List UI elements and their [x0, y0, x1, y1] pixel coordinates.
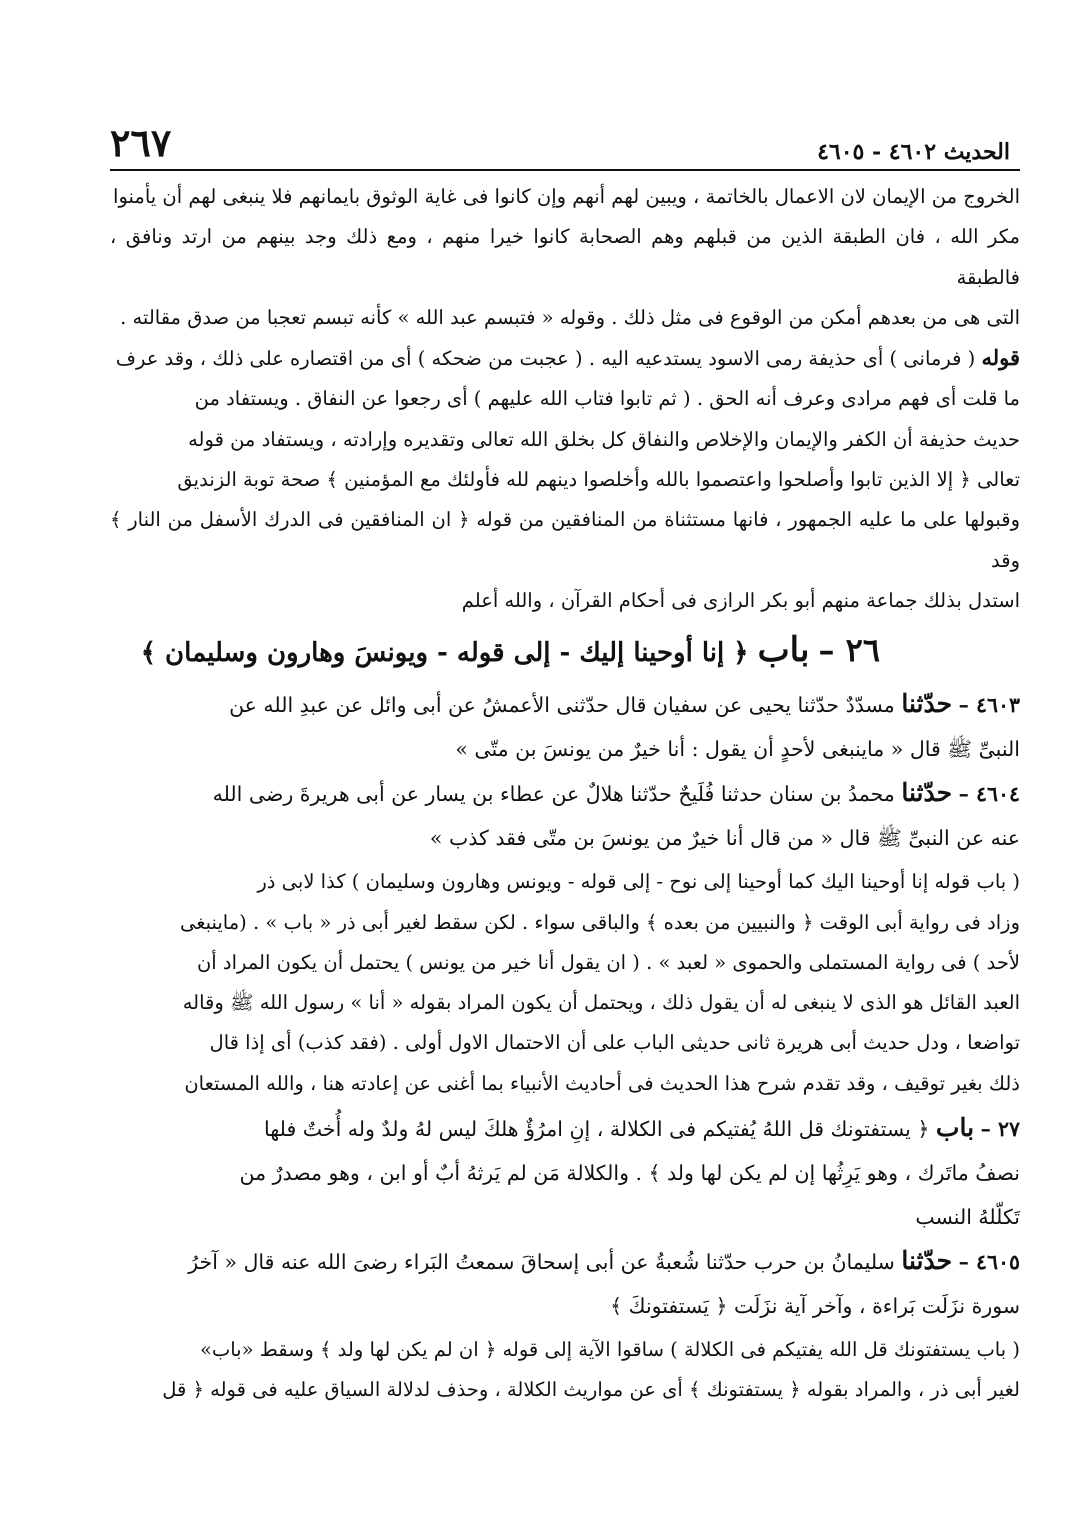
running-head: الحديث ٤٦٠٢ - ٤٦٠٥: [817, 139, 1010, 165]
commentary-line: حديث حذيفة أن الكفر والإيمان والإخلاص والنفاق كل بخلق الله تعالى وتقديره وإرادته ، ويستفاد من قوله: [188, 427, 1020, 451]
hadith-text: سليمانُ بن حرب حدّثنا شُعبةُ عن أبى إسحاقَ سمعتُ البَراء رضىَ الله عنه قال « آخرُ: [188, 1250, 895, 1275]
commentary-line: لأحد ) فى رواية المستملى والحموى « لعبد » . ( ان يقول أنا خير من يونس ) يحتمل أن يكون المراد أن: [196, 950, 1020, 974]
commentary-line: ما قلت أى فهم مرادى وعرف أنه الحق . ( ثم تابوا فتاب الله عليهم ) أى رجعوا عن النفاق . ويستفاد من: [194, 387, 1020, 411]
chapter-heading-27: [110, 1108, 1020, 1237]
bab-label: باب: [757, 630, 810, 671]
bab-label: باب: [935, 1113, 975, 1143]
commentary-block-3: [110, 1330, 1020, 1411]
hadith-number: ٤٦٠٣ –: [958, 693, 1020, 718]
hadith-line: [110, 1241, 1020, 1282]
chapter-title: ﴿ إنا أوحينا إليك - إلى قوله - ويونسَ وهارون وسليمان ﴾: [140, 638, 749, 669]
commentary-line: استدل بذلك جماعة منهم أبو بكر الرازى فى أحكام القرآن ، والله أعلم: [461, 588, 1020, 612]
commentary-block-1: [110, 177, 1020, 621]
haddatha-label: حدّثنا: [901, 1246, 953, 1276]
hadith-line: عنه عن النبىِّ ﷺ قال « من قال أنا خيرٌ من يونسَ بن متّى فقد كذب »: [429, 826, 1020, 851]
commentary-line: [110, 338, 1020, 379]
commentary-line: ( باب قوله إنا أوحينا اليك كما أوحينا إلى نوح - إلى قوله - ويونس وهارون وسليمان ) كذا لابى ذر: [257, 870, 1020, 894]
hadith-4605: [110, 1241, 1020, 1326]
commentary-line: الخروج من الإيمان لان الاعمال بالخاتمة ، ويبين لهم أنهم وإن كانوا فى غاية الوثوق بايمانهم فلا ينبغى لهم أن يأمنوا: [113, 185, 1020, 208]
chapter-line: تَكلّلهُ النسب: [915, 1205, 1020, 1230]
commentary-line: وقبولها على ما عليه الجمهور ، فانها مستثناة من المنافقين من قوله ﴿ ان المنافقين فى الدرك الأسفل من النار ﴾ وقد: [110, 508, 1020, 572]
page-number: ٢٦٧: [110, 120, 172, 165]
chapter-line: نصفُ ماتَرك ، وهو يَرِثُها إن لم يكن لها ولد ﴾ . والكلالة مَن لم يَرثهُ أبٌ أو ابن ، وهو مصدرٌ من: [239, 1161, 1020, 1186]
hadith-text: مسدّدٌ حدّثنا يحيى عن سفيان قال حدّثنى الأعمشُ عن أبى وائل عن عبدِ الله عن: [229, 693, 895, 718]
commentary-line: العبد القائل هو الذى لا ينبغى له أن يقول ذلك ، ويحتمل أن يكون المراد بقوله « أنا » رسول الله ﷺ وقاله: [182, 991, 1020, 1015]
page-header: [110, 120, 1020, 171]
commentary-line: مكر الله ، فان الطبقة الذين من قبلهم وهم الصحابة كانوا خيرا منهم ، ومع ذلك وجد بينهم من ارتد ونافق ، فالطبقة: [110, 225, 1020, 289]
hadith-line: [110, 684, 1020, 725]
hadith-4604: [110, 773, 1020, 858]
hadith-line: النبىِّ ﷺ قال « ماينبغى لأحدٍ أن يقول : أنا خيرٌ من يونسَ بن متّى »: [455, 737, 1020, 762]
chapter-title: ﴿ يستفتونك قل اللهُ يُفتيكم فى الكلالة ، إنِ امرُؤٌ هلكَ ليس لهُ ولدٌ وله أُختٌ فلها: [263, 1117, 930, 1142]
haddatha-label: حدّثنا: [901, 689, 953, 719]
qawluhu-marker: قوله: [981, 345, 1020, 371]
commentary-text: ( فرمانى ) أى حذيفة رمى الاسود يستدعيه اليه . ( عجبت من ضحكه ) أى من اقتصاره على ذلك ، وقد عرف: [115, 347, 976, 371]
chapter-number: ٢٧ –: [980, 1117, 1020, 1142]
hadith-text: محمدُ بن سنان حدثنا فُلَيحٌ حدّثنا هلالٌ عن عطاء بن يسار عن أبى هريرةَ رضى الله: [212, 782, 895, 807]
chapter-number: ٢٦ –: [818, 631, 880, 670]
commentary-line: تواضعا ، ودل حديث أبى هريرة ثانى حديثى الباب على أن الاحتمال الاول أولى . (فقد كذب) أى إذا قال: [209, 1031, 1020, 1055]
commentary-line: التى هى من بعدهم أمكن من الوقوع فى مثل ذلك . وقوله « فتبسم عبد الله » كأنه تبسم تعجبا من صدق مقالته .: [120, 305, 1020, 329]
commentary-line: ذلك بغير توقيف ، وقد تقدم شرح هذا الحديث فى أحاديث الأنبياء بما أغنى عن إعادته هنا ، والله المستعان: [184, 1071, 1020, 1095]
hadith-4603: [110, 684, 1020, 769]
hadith-number: ٤٦٠٤ –: [958, 782, 1020, 807]
hadith-line: سورة نزَلَت بَراءة ، وآخر آية نزَلَت ﴿ يَستفتونكَ ﴾: [610, 1294, 1020, 1319]
commentary-line: ( باب يستفتونك قل الله يفتيكم فى الكلالة ) ساقوا الآية إلى قوله ﴿ ان لم يكن لها ولد ﴾ وسقط «باب»: [199, 1338, 1020, 1362]
commentary-line: تعالى ﴿ إلا الذين تابوا وأصلحوا واعتصموا بالله وأخلصوا دينهم لله فأولئك مع المؤمنين ﴾ صحة توبة الزنديق: [177, 468, 1020, 492]
haddatha-label: حدّثنا: [901, 778, 953, 808]
commentary-line: وزاد فى رواية أبى الوقت ﴿ والنبيين من بعده ﴾ والباقى سواء . لكن سقط لغير أبى ذر « باب » . (ماينبغى: [179, 910, 1020, 934]
chapter-line: [110, 1108, 1020, 1149]
hadith-line: [110, 773, 1020, 814]
chapter-heading-26: [110, 623, 1020, 680]
hadith-number: ٤٦٠٥ –: [958, 1250, 1020, 1275]
commentary-line: لغير أبى ذر ، والمراد بقوله ﴿ يستفتونك ﴾ أى عن مواريث الكلالة ، وحذف لدلالة السياق عليه فى قوله ﴿ قل: [162, 1378, 1020, 1402]
commentary-block-2: [110, 862, 1020, 1104]
